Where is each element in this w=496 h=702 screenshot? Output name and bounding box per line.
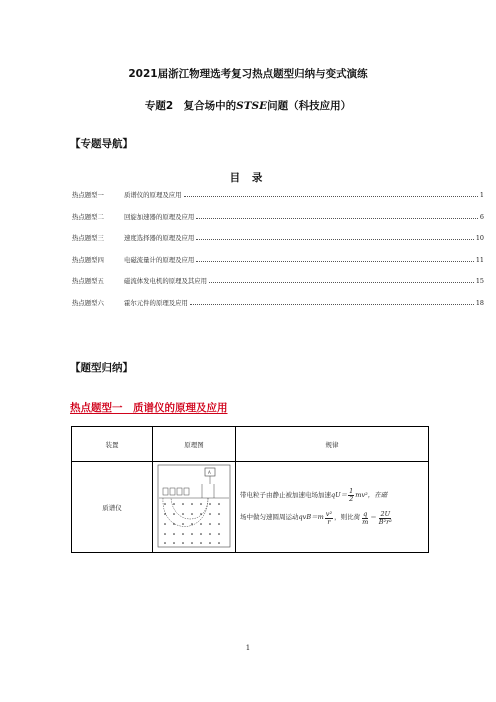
rule-line-1 [240, 488, 424, 503]
rule-eq-2a: qvB＝m [298, 513, 324, 522]
toc-item-title: 质谱仪的原理及应用 [124, 191, 182, 199]
mass-spectrometer-diagram [157, 464, 231, 548]
rule-eq-1b: mv²，在磁 [355, 490, 388, 499]
toc-item-title: 霍尔元件的原理及应用 [124, 298, 188, 307]
fraction-2u [378, 511, 393, 526]
toc-leader-dots [184, 195, 478, 197]
toc-leader-dots [196, 238, 474, 240]
rule-eq-1a: qU＝ [331, 490, 348, 499]
table-of-contents [72, 190, 484, 319]
header-rule: 规律 [236, 427, 429, 462]
subtitle-suffix: 问题（科技应用） [267, 100, 352, 112]
toc-leader-dots [190, 303, 474, 305]
summary-heading: 【题型归纳】 [70, 362, 133, 374]
toc-item[interactable] [72, 298, 484, 320]
document-title: 2021届浙江物理选考复习热点题型归纳与变式演练 [128, 68, 368, 80]
header-diagram: 原理图 [153, 427, 236, 462]
subtitle-emphasis: STSE [236, 100, 268, 112]
rule-text-2: 场中做匀速圆周运动 [240, 513, 299, 522]
toc-item-number: 热点题型五 [72, 277, 104, 285]
rule-eq-2b: ＝ [370, 513, 377, 522]
document-subtitle [0, 98, 496, 113]
toc-item-number: 热点题型三 [72, 234, 104, 242]
fraction-num: 2U [380, 510, 391, 518]
subtitle-prefix: 专题2 复合场中的 [144, 100, 237, 112]
section-heading: 热点题型一 质谱仪的原理及应用 [70, 402, 228, 414]
fraction-num: v² [325, 510, 333, 518]
toc-item-title: 磁流体发电机的原理及其应用 [124, 277, 208, 285]
fraction-den: r [327, 517, 331, 526]
fraction-den: m [362, 517, 369, 526]
toc-item[interactable] [72, 212, 484, 234]
toc-leader-dots [196, 260, 474, 262]
nav-heading: 【专题导航】 [70, 138, 133, 150]
toc-item-number: 热点题型四 [72, 255, 104, 264]
fraction-q-m [361, 511, 369, 526]
toc-item-page: 10 [475, 234, 484, 242]
fraction-half [348, 488, 354, 503]
device-cell: 质谱仪 [72, 462, 153, 553]
toc-item-page: 1 [479, 191, 484, 199]
toc-leader-dots [196, 217, 478, 219]
fraction-num: 1 [349, 487, 354, 496]
table-row [72, 462, 429, 553]
page-number: 1 [245, 644, 251, 652]
toc-item-number: 热点题型二 [72, 212, 104, 221]
mass-spectrometer-table [71, 426, 429, 553]
rule-text-1: 带电粒子由静止被加速电场加速 [240, 490, 331, 499]
toc-item-title: 电磁流量计的原理及应用 [124, 255, 195, 264]
diagram-cell [153, 462, 236, 553]
toc-item[interactable] [72, 190, 484, 212]
fraction-num: q [363, 510, 368, 518]
toc-item-number: 热点题型六 [72, 298, 104, 307]
table-header-row [72, 427, 429, 462]
svg-text:A: A [208, 470, 211, 475]
toc-item-page: 11 [475, 255, 484, 264]
fraction-den: 2 [349, 495, 354, 504]
toc-leader-dots [209, 281, 474, 283]
toc-item-number: 热点题型一 [72, 191, 104, 199]
header-device: 装置 [72, 427, 153, 462]
toc-heading: 目 录 [229, 172, 267, 184]
rule-text-3: ，则比荷 [334, 513, 361, 522]
toc-item-title: 回旋加速器的原理及应用 [124, 212, 195, 221]
toc-item-title: 速度选择器的原理及应用 [124, 234, 195, 242]
fraction-den: B²r² [378, 517, 392, 526]
toc-item-page: 18 [475, 298, 484, 307]
toc-item[interactable] [72, 233, 484, 255]
fraction-v2-r [325, 511, 333, 526]
toc-item[interactable] [72, 255, 484, 277]
toc-item-page: 15 [475, 277, 484, 285]
rule-line-2 [240, 511, 424, 526]
rule-cell [236, 462, 429, 553]
toc-item-page: 6 [479, 212, 484, 221]
toc-item[interactable] [72, 276, 484, 298]
